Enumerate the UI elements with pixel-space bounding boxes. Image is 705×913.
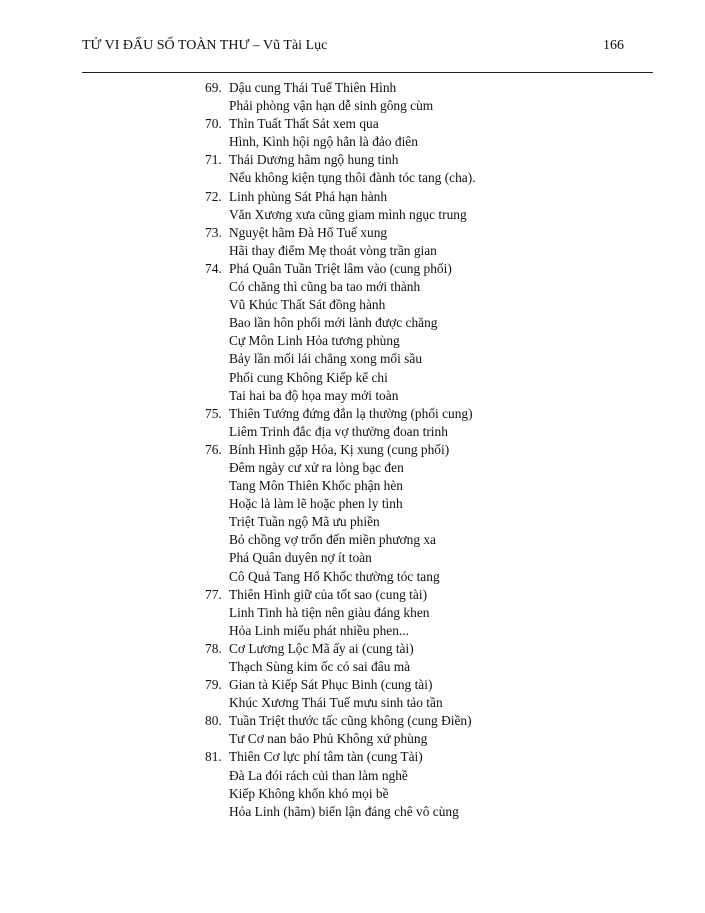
header-divider xyxy=(82,72,653,73)
verse-line: Thạch Sùng kim ốc có sai đâu mà xyxy=(229,659,411,674)
verse-number: 73. xyxy=(205,224,222,240)
verse-text: Thái Dương hãm ngộ hung tinh xyxy=(229,152,399,168)
verse-text: Tuần Triệt thước tấc cũng không (cung Điền) xyxy=(229,713,472,729)
verse-line: Tư Cơ nan bảo Phủ Không xứ phùng xyxy=(229,731,428,747)
verse-number: 77. xyxy=(205,586,222,602)
verse-line: Hình, Kình hội ngộ hẳn là đảo điên xyxy=(229,134,418,150)
page-header xyxy=(82,38,624,58)
verse-line: Tai hai ba độ họa may mới toàn xyxy=(229,387,399,403)
verse-line: Nếu không kiện tụng thôi đành tóc tang (cha). xyxy=(229,170,476,186)
verse-number: 75. xyxy=(205,405,222,421)
verse-text: Thiên Tướng đứng đắn lạ thường (phối cung) xyxy=(229,405,473,421)
verse-line: Tang Môn Thiên Khốc phận hèn xyxy=(229,478,403,494)
verse-line: Bỏ chồng vợ trốn đến miền phương xa xyxy=(229,532,436,548)
verse-first-line xyxy=(205,640,665,658)
verse-number: 72. xyxy=(205,188,222,204)
verse-text: Gian tà Kiếp Sát Phục Binh (cung tài) xyxy=(229,677,433,693)
verse-first-line xyxy=(205,260,665,278)
verse-line: Đà La đói rách củi than làm nghề xyxy=(229,767,408,783)
verse-number: 80. xyxy=(205,713,222,729)
verse-line: Có chăng thì cũng ba tao mới thành xyxy=(229,279,421,295)
verse-text: Linh phùng Sát Phá hạn hành xyxy=(229,188,388,204)
verse-first-line xyxy=(205,405,665,423)
verse-number: 81. xyxy=(205,749,222,765)
verse-first-line xyxy=(205,79,665,97)
verse-line: Khúc Xương Thái Tuế mưu sinh tảo tần xyxy=(229,695,443,711)
verse-line: Cô Quả Tang Hổ Khốc thường tóc tang xyxy=(229,568,440,584)
page-number: 166 xyxy=(603,38,624,53)
verse-text: Thiên Cơ lực phí tâm tàn (cung Tài) xyxy=(229,749,423,765)
verse-text: Phá Quân Tuần Triệt lâm vào (cung phối) xyxy=(229,260,452,276)
verse-number: 76. xyxy=(205,441,222,457)
verse-text: Nguyệt hãm Đà Hổ Tuế xung xyxy=(229,224,388,240)
verse-text: Cơ Lương Lộc Mã ấy ai (cung tài) xyxy=(229,640,414,656)
verse-number: 79. xyxy=(205,677,222,693)
verse-text: Thìn Tuất Thất Sát xem qua xyxy=(229,116,379,132)
verse-line: Liêm Trinh đắc địa vợ thường đoan trinh xyxy=(229,423,448,439)
verse-list xyxy=(205,79,665,821)
verse-number: 71. xyxy=(205,152,222,168)
verse-first-line xyxy=(205,748,665,766)
verse-line: Văn Xương xưa cũng giam mình ngục trung xyxy=(229,206,467,222)
verse-first-line xyxy=(205,224,665,242)
verse-number: 78. xyxy=(205,640,222,656)
verse-line: Hỏa Linh (hãm) biển lận đáng chê vô cùng xyxy=(229,803,459,819)
verse-number: 70. xyxy=(205,116,222,132)
verse-line: Vũ Khúc Thất Sát đồng hành xyxy=(229,297,386,313)
verse-line: Bao lần hôn phối mới lành được chăng xyxy=(229,315,438,331)
verse-first-line xyxy=(205,115,665,133)
verse-first-line xyxy=(205,188,665,206)
verse-first-line xyxy=(205,676,665,694)
verse-line: Phối cung Không Kiếp kể chi xyxy=(229,369,388,385)
header-title: TỬ VI ĐẨU SỐ TOÀN THƯ – Vũ Tài Lục xyxy=(82,38,328,53)
verse-number: 69. xyxy=(205,80,222,95)
verse-text: Dậu cung Thái Tuế Thiên Hình xyxy=(229,80,397,95)
verse-line: Bảy lần mối lái chẳng xong mối sầu xyxy=(229,351,423,367)
verse-line: Phải phòng vận hạn dễ sinh gông cùm xyxy=(229,98,434,114)
verse-first-line xyxy=(205,586,665,604)
verse-line: Linh Tinh hà tiện nên giàu đáng khen xyxy=(229,604,430,620)
verse-line: Cự Môn Linh Hỏa tương phùng xyxy=(229,333,400,349)
verse-first-line xyxy=(205,151,665,169)
verse-line: Hãi thay điểm Mẹ thoát vòng trần gian xyxy=(229,242,437,258)
verse-line: Đêm ngày cư xử ra lòng bạc đen xyxy=(229,459,404,475)
verse-first-line xyxy=(205,441,665,459)
verse-line: Kiếp Không khốn khó mọi bề xyxy=(229,785,389,801)
verse-first-line xyxy=(205,712,665,730)
verse-line: Triệt Tuần ngộ Mã ưu phiền xyxy=(229,514,380,530)
verse-line: Hỏa Linh miếu phát nhiều phen... xyxy=(229,622,409,638)
verse-line: Hoặc là làm lẽ hoặc phen ly tình xyxy=(229,496,403,512)
verse-text: Bính Hình gặp Hỏa, Kị xung (cung phối) xyxy=(229,441,450,457)
verse-number: 74. xyxy=(205,260,222,276)
verse-line: Phá Quân duyên nợ ít toàn xyxy=(229,550,372,566)
verse-text: Thiên Hình giữ của tốt sao (cung tài) xyxy=(229,586,428,602)
